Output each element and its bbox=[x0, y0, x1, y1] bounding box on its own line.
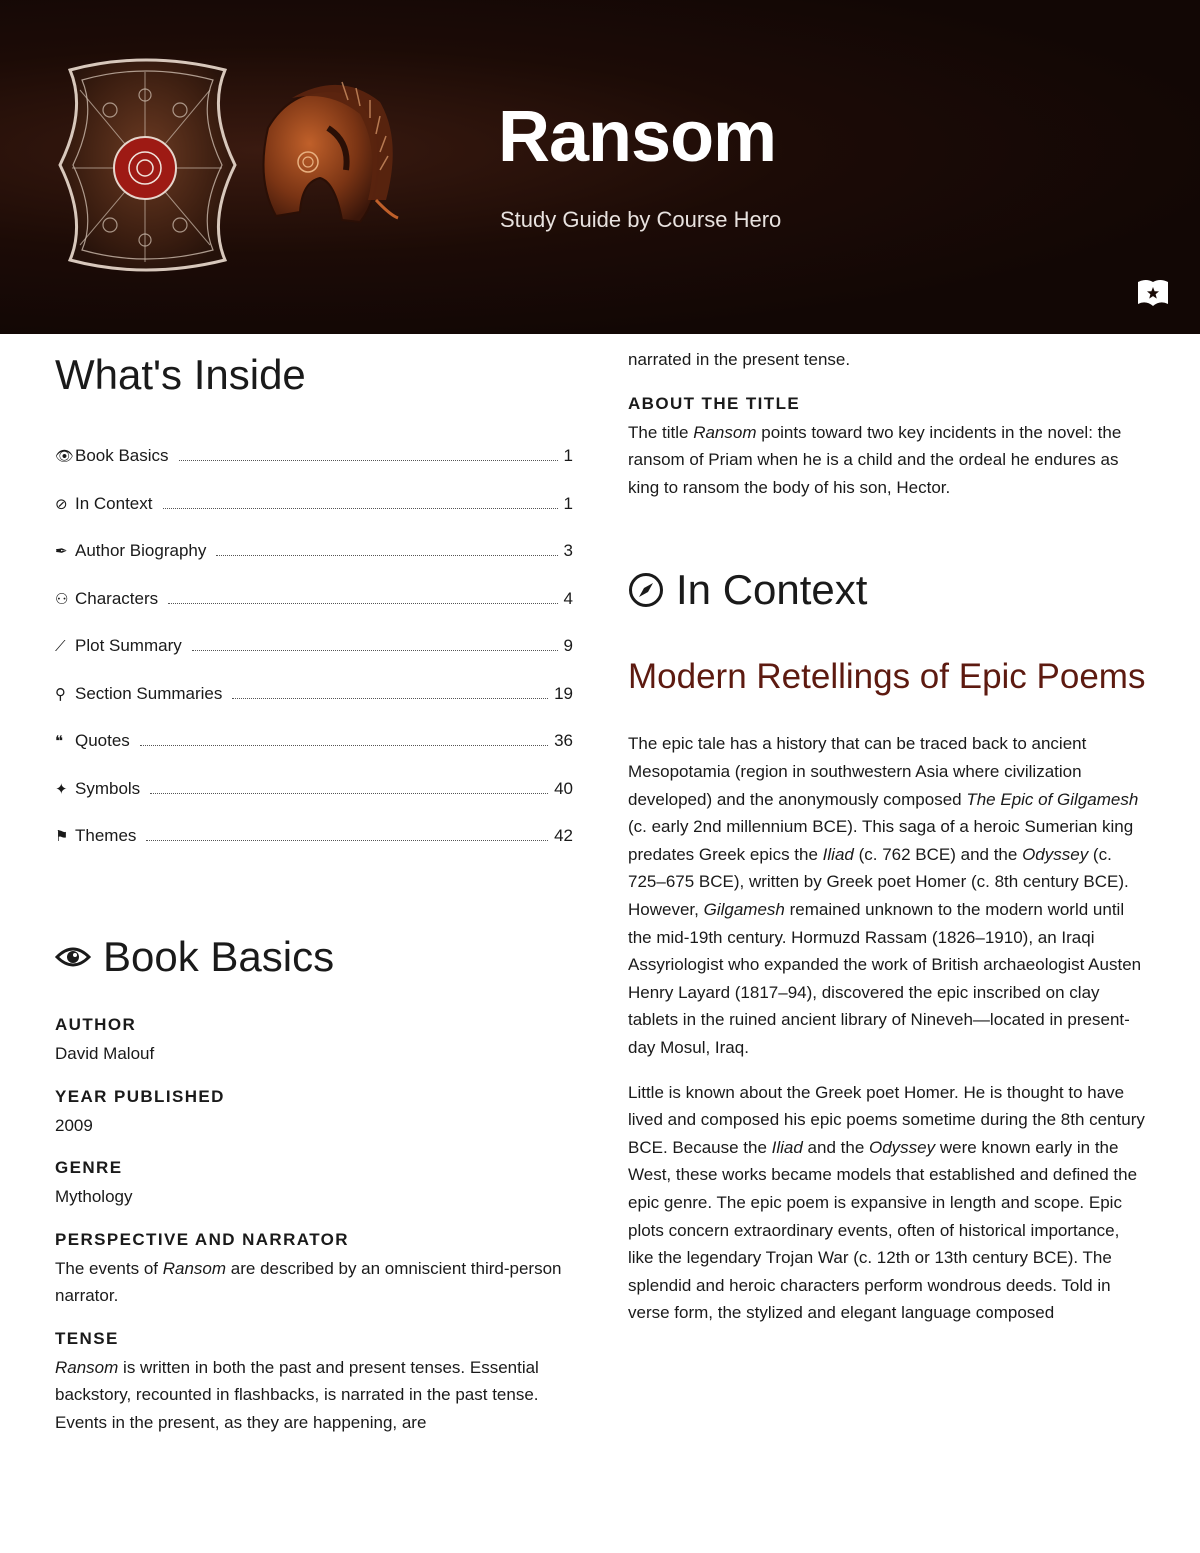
toc-item-characters[interactable] bbox=[55, 589, 573, 637]
bird-icon: ✦ bbox=[55, 780, 68, 798]
tense-value: Ransom is written in both the past and present tenses. Essential backstory, recounted in flashbacks, is narrated in the past tense. Events in the present, as they are happening, are bbox=[55, 1357, 539, 1432]
toc-leader bbox=[140, 731, 548, 746]
toc-page-number: 36 bbox=[554, 731, 573, 751]
table-of-contents bbox=[55, 446, 573, 874]
toc-item-label: Quotes bbox=[75, 731, 130, 751]
tense-field bbox=[55, 1328, 575, 1437]
eye-icon: 👁 bbox=[55, 448, 75, 466]
toc-page-number: 1 bbox=[563, 493, 573, 513]
section-title: Book Basics bbox=[103, 932, 335, 980]
shield-and-helmet-illustration bbox=[30, 50, 420, 290]
compass-icon: ⊘ bbox=[55, 495, 68, 513]
toc-leader bbox=[192, 636, 558, 651]
field-label: AUTHOR bbox=[55, 1015, 137, 1035]
about-title-value: The title Ransom points toward two key incidents in the novel: the ransom of Priam when he is a child and the ordeal he endures as king to ransom the body of his son, Hector. bbox=[628, 422, 1122, 497]
section-title: In Context bbox=[676, 566, 868, 614]
right-column bbox=[628, 334, 1148, 1327]
toc-page-number: 3 bbox=[563, 541, 573, 561]
perspective-field bbox=[55, 1229, 575, 1310]
toc-item-plot-summary[interactable] bbox=[55, 636, 573, 684]
field-label: TENSE bbox=[55, 1328, 119, 1348]
guide-subtitle: Study Guide by Course Hero bbox=[500, 207, 782, 232]
toc-leader bbox=[163, 494, 558, 509]
field-label: PERSPECTIVE AND NARRATOR bbox=[55, 1229, 349, 1249]
toc-page-number: 4 bbox=[563, 588, 573, 608]
field-label: YEAR PUBLISHED bbox=[55, 1086, 225, 1106]
genre-field bbox=[55, 1157, 575, 1211]
book-basics-heading bbox=[55, 932, 575, 982]
toc-item-label: Themes bbox=[75, 826, 137, 846]
pen-nib-icon: ✒ bbox=[55, 543, 68, 561]
theater-masks-icon: ⚑ bbox=[55, 828, 69, 846]
toc-leader bbox=[146, 826, 548, 841]
toc-item-symbols[interactable] bbox=[55, 779, 573, 827]
toc-leader bbox=[179, 446, 558, 461]
year-field bbox=[55, 1086, 575, 1140]
course-hero-logo-icon bbox=[1136, 278, 1170, 310]
left-column bbox=[55, 334, 575, 1436]
header-banner bbox=[0, 0, 1200, 334]
toc-heading: What's Inside bbox=[55, 351, 306, 398]
tense-continued: narrated in the present tense. bbox=[628, 350, 851, 369]
toc-page-number: 40 bbox=[554, 778, 573, 798]
author-field bbox=[55, 1014, 575, 1068]
toc-page-number: 1 bbox=[563, 446, 573, 466]
toc-item-label: In Context bbox=[75, 493, 153, 513]
magnifier-icon: ⚲ bbox=[55, 685, 66, 703]
eye-icon bbox=[55, 945, 91, 969]
body-paragraph: Little is known about the Greek poet Homer. He is thought to have lived and composed his epic poems sometime during the 8th century BCE. Because the Iliad and the Odyssey were known early in the West, these works became models that established and defined the epic genre. The epic poem is expansive in length and scope. Epic plots concern extraordinary events, often of historical importance, like the legendary Trojan War (c. 12th or 13th century BCE). The splendid and heroic characters perform wondrous deeds. Told in verse form, the stylized and elegant language composed bbox=[628, 1082, 1145, 1323]
compass-icon bbox=[628, 572, 664, 608]
toc-item-quotes[interactable] bbox=[55, 731, 573, 779]
toc-item-book-basics[interactable] bbox=[55, 446, 573, 494]
body-paragraph: The epic tale has a history that can be traced back to ancient Mesopotamia (region in southwestern Asia where civilization developed) and the anonymously composed The Epic of Gilgamesh (c. early 2nd millennium BCE). This saga of a heroic Sumerian king predates Greek epics the Iliad (c. 762 BCE) and the Odyssey (c. 725–675 BCE), written by Greek poet Homer (c. 8th century BCE). However, Gilgamesh remained unknown to the modern world until the mid-19th century. Hormuzd Rassam (1826–1910), an Iraqi Assyriologist who expanded the work of British archaeologist Austen Henry Layard (1817–94), discovered the epic inscribed on clay tablets in the ruined ancient library of Nineveh—located in present-day Mosul, Iraq. bbox=[628, 734, 1142, 1058]
subsection-heading: Modern Retellings of Epic Poems bbox=[628, 657, 1146, 697]
toc-item-in-context[interactable] bbox=[55, 494, 573, 542]
genre-value: Mythology bbox=[55, 1187, 133, 1207]
about-title-field bbox=[628, 393, 1148, 502]
toc-item-label: Author Biography bbox=[75, 541, 207, 561]
year-value: 2009 bbox=[55, 1115, 93, 1135]
toc-item-label: Characters bbox=[75, 588, 159, 608]
in-context-heading bbox=[628, 565, 1148, 615]
toc-item-label: Plot Summary bbox=[75, 636, 182, 656]
toc-item-section-summaries[interactable] bbox=[55, 684, 573, 732]
toc-leader bbox=[150, 779, 548, 794]
toc-page-number: 42 bbox=[554, 826, 573, 846]
line-chart-icon: ⟋ bbox=[55, 638, 66, 656]
field-label: GENRE bbox=[55, 1158, 123, 1178]
toc-leader bbox=[168, 589, 557, 604]
field-label: ABOUT THE TITLE bbox=[628, 393, 801, 413]
toc-page-number: 9 bbox=[563, 636, 573, 656]
people-icon: ⚇ bbox=[55, 590, 69, 608]
toc-page-number: 19 bbox=[554, 683, 573, 703]
toc-item-label: Symbols bbox=[75, 778, 141, 798]
toc-item-themes[interactable] bbox=[55, 826, 573, 874]
toc-item-label: Book Basics bbox=[75, 446, 169, 466]
perspective-value: The events of Ransom are described by an omniscient third-person narrator. bbox=[55, 1258, 562, 1306]
guide-title: Ransom bbox=[498, 97, 777, 177]
toc-item-author-biography[interactable] bbox=[55, 541, 573, 589]
toc-leader bbox=[232, 684, 548, 699]
toc-item-label: Section Summaries bbox=[75, 683, 223, 703]
author-value: David Malouf bbox=[55, 1044, 155, 1064]
quote-icon: ❝ bbox=[55, 733, 64, 751]
toc-leader bbox=[216, 541, 557, 556]
